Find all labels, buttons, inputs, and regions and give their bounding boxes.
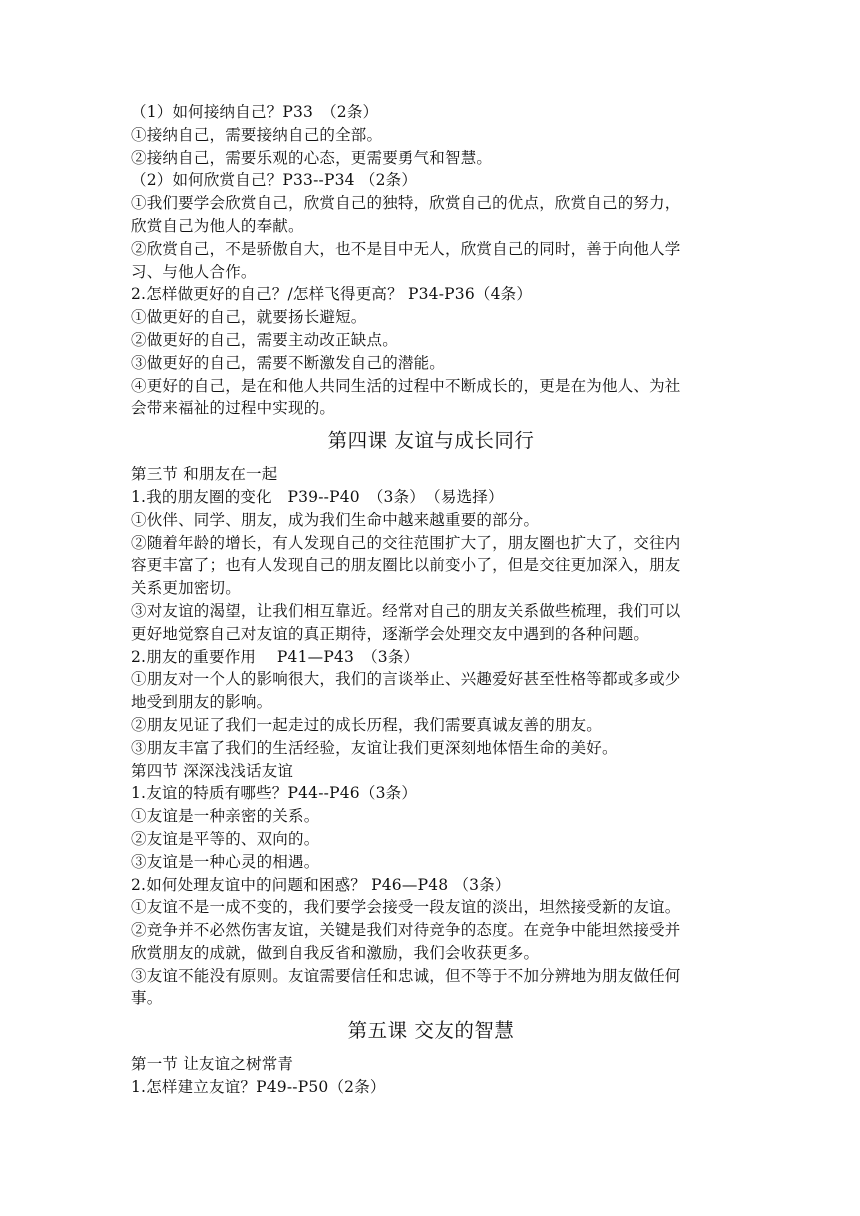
text-line: ②随着年龄的增长，有人发现自己的交往范围扩大了，朋友圈也扩大了，交往内 (131, 533, 681, 552)
text-line: 习、与他人合作。 (131, 262, 257, 281)
text-line: 更好地觉察自己对友谊的真正期待，逐渐学会处理交友中遇到的各种问题。 (131, 624, 650, 643)
text-line: ③朋友丰富了我们的生活经验，友谊让我们更深刻地体悟生命的美好。 (131, 738, 618, 757)
text-line: 容更丰富了；也有人发现自己的朋友圈比以前变小了，但是交往更加深入，朋友 (131, 556, 681, 575)
text-line: 第四节 深深浅浅话友谊 (131, 761, 294, 780)
text-line: ③做更好的自己，需要不断激发自己的潜能。 (131, 353, 446, 372)
text-line: ③对友谊的渴望，让我们相互靠近。经常对自己的朋友关系做些梳理，我们可以 (131, 601, 681, 620)
section-lesson-five (131, 1053, 731, 1099)
text-line: ②友谊是平等的、双向的。 (131, 829, 320, 848)
text-line: 2.朋友的重要作用 P41—P43 （3条） (131, 647, 420, 666)
lesson-five-title: 第五课 交友的智慧 (347, 1019, 515, 1043)
text-line: 第一节 让友谊之树常青 (131, 1055, 294, 1074)
text-line: ③友谊是一种心灵的相遇。 (131, 852, 320, 871)
text-line: 1.怎样建立友谊？P49--P50（2条） (131, 1078, 386, 1097)
text-line: ①接纳自己，需要接纳自己的全部。 (131, 125, 383, 144)
text-line: 1.友谊的特质有哪些？P44--P46（3条） (131, 784, 418, 803)
text-line: ②做更好的自己，需要主动改正缺点。 (131, 330, 398, 349)
text-line: 欣赏自己为他人的奉献。 (131, 216, 304, 235)
text-line: 会带来福祉的过程中实现的。 (131, 399, 336, 418)
text-line: 地受到朋友的影响。 (131, 693, 273, 712)
text-line: 关系更加密切。 (131, 579, 241, 598)
text-line: 2.怎样做更好的自己？/怎样飞得更高？ P34-P36（4条） (131, 285, 533, 304)
text-line: ②接纳自己，需要乐观的心态，更需要勇气和智慧。 (131, 148, 493, 167)
text-line: ①友谊不是一成不变的，我们要学会接受一段友谊的淡出，坦然接受新的友谊。 (131, 898, 681, 917)
text-line: （2）如何欣赏自己？P33--P34 （2条） (131, 171, 418, 190)
text-line: 1.我的朋友圈的变化 P39--P40 （3条） （易选择） (131, 487, 504, 506)
text-line: 欣赏朋友的成就，做到自我反省和激励，我们会收获更多。 (131, 943, 540, 962)
text-line: 事。 (131, 989, 163, 1008)
text-line: 第三节 和朋友在一起 (131, 465, 278, 484)
text-line: ④更好的自己，是在和他人共同生活的过程中不断成长的，更是在为他人、为社 (131, 376, 681, 395)
document-page (131, 101, 731, 1099)
text-line: ①伙伴、同学、朋友，成为我们生命中越来越重要的部分。 (131, 510, 540, 529)
text-line: ②朋友见证了我们一起走过的成长历程，我们需要真诚友善的朋友。 (131, 715, 603, 734)
text-line: ①友谊是一种亲密的关系。 (131, 807, 320, 826)
section-self-acceptance (131, 101, 731, 420)
text-line: （1）如何接纳自己？P33 （2条） (131, 103, 379, 121)
text-line: ②竞争并不必然伤害友谊，关键是我们对待竞争的态度。在竞争中能坦然接受并 (131, 921, 681, 940)
text-line: ①我们要学会欣赏自己，欣赏自己的独特，欣赏自己的优点，欣赏自己的努力， (131, 194, 681, 213)
lesson-four-title: 第四课 友谊与成长同行 (327, 429, 535, 453)
text-line: ①朋友对一个人的影响很大，我们的言谈举止、兴趣爱好甚至性格等都或多或少 (131, 670, 681, 689)
section-lesson-four (131, 463, 731, 1010)
text-line: ③友谊不能没有原则。友谊需要信任和忠诚，但不等于不加分辨地为朋友做任何 (131, 966, 681, 985)
text-line: 2.如何处理友谊中的问题和困惑？ P46—P48 （3条） (131, 875, 511, 894)
text-line: ①做更好的自己，就要扬长避短。 (131, 308, 367, 327)
text-line: ②欣赏自己，不是骄傲自大，也不是目中无人，欣赏自己的同时，善于向他人学 (131, 239, 681, 258)
